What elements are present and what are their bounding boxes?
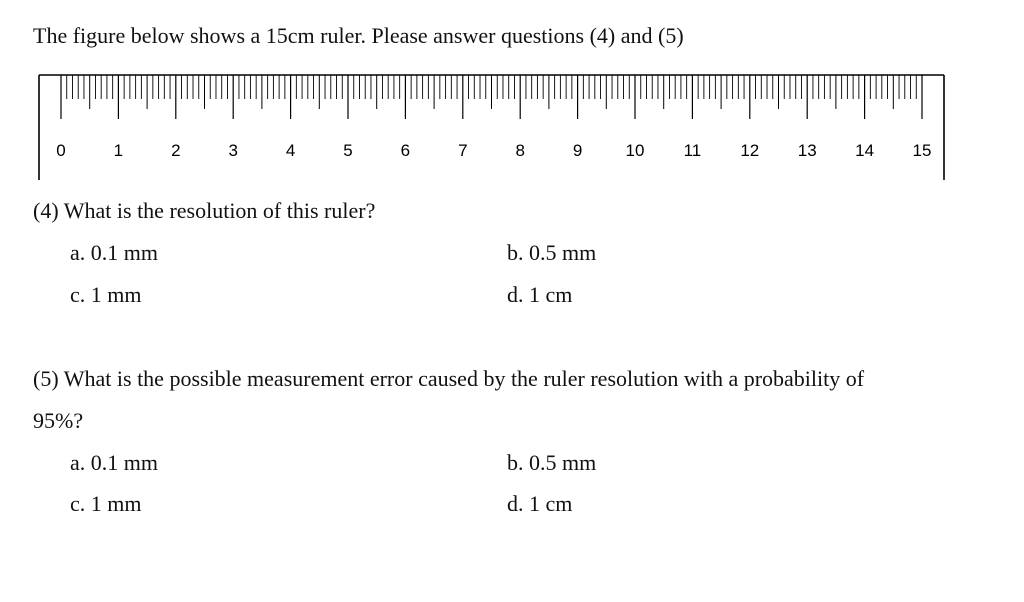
q5-option-c[interactable]: c. 1 mm	[70, 491, 142, 516]
q4-option-a[interactable]: a. 0.1 mm	[70, 240, 158, 265]
ruler-label: 1	[113, 141, 124, 160]
ruler-label: 8	[515, 141, 525, 160]
ruler-label: 7	[458, 141, 468, 160]
q5-question-line2: 95%?	[33, 408, 84, 433]
q4-question: (4) What is the resolution of this ruler?	[33, 198, 376, 223]
ruler-label: 6	[400, 141, 411, 160]
ruler-ticks	[61, 75, 922, 119]
q5-question-line1: (5) What is the possible measurement error caused by the ruler resolution with a probability of	[33, 366, 865, 391]
ruler-label: 0	[56, 141, 66, 160]
ruler-label: 13	[797, 141, 817, 160]
ruler-label: 14	[855, 141, 875, 160]
ruler-label: 3	[228, 141, 238, 160]
q4-option-d[interactable]: d. 1 cm	[507, 282, 573, 307]
q4-option-b[interactable]: b. 0.5 mm	[507, 240, 597, 265]
ruler-label: 10	[625, 141, 645, 160]
ruler-labels	[56, 141, 931, 160]
q5-option-d[interactable]: d. 1 cm	[507, 491, 573, 516]
q4-option-c[interactable]: c. 1 mm	[70, 282, 142, 307]
ruler-label: 2	[171, 141, 181, 160]
ruler-label: 9	[572, 141, 583, 160]
intro-text: The figure below shows a 15cm ruler. Please answer questions (4) and (5)	[33, 23, 684, 48]
ruler-label: 4	[285, 141, 296, 160]
q5-option-b[interactable]: b. 0.5 mm	[507, 450, 597, 475]
ruler-figure	[0, 0, 1024, 200]
ruler-label: 15	[912, 141, 932, 160]
ruler-label: 11	[683, 141, 702, 160]
q5-option-a[interactable]: a. 0.1 mm	[70, 450, 158, 475]
ruler-label: 12	[740, 141, 760, 160]
ruler-label: 5	[343, 141, 353, 160]
